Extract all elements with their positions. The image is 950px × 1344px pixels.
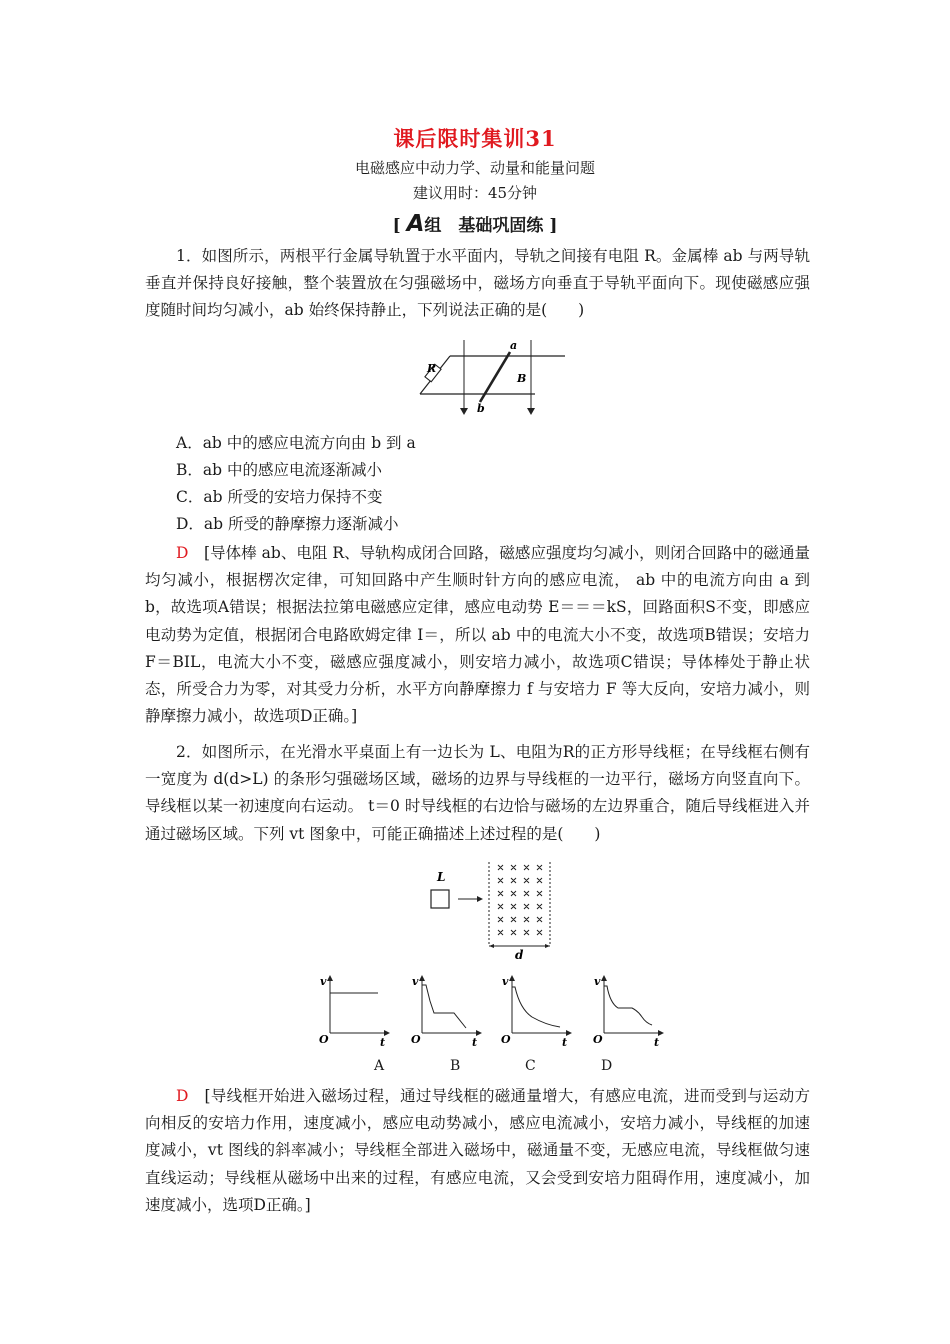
q1-rail-diagram [410,338,575,420]
vt-graph-a [318,973,393,1048]
question-1-text: 1．如图所示，两根平行金属导轨置于水平面内，导轨之间接有电阻 R。金属棒 ab 与两导轨垂直并保持良好接触，整个装置放在匀强磁场中，磁场方向垂直于导轨平面向下。现使磁感应强度随时间均匀减小，ab 始终保持静止，下列说法正确的是( ) [145,247,810,320]
label-L: L [437,870,446,884]
svg-text:t: t [472,1036,478,1048]
vt-graph-c [500,973,575,1048]
magnetic-field-crosses [498,865,542,935]
label-a: a [510,339,518,352]
label-R: R [427,362,437,375]
wire-frame [431,890,449,908]
q2-frame-diagram [425,862,560,962]
q1-answer-explanation: [导体棒 ab、电阻 R、导轨构成闭合回路，磁感应强度均匀减小，则闭合回路中的磁通量均匀减小，根据楞次定律，可知回路中产生顺时针方向的感应电流， ab 中的电流方向由 a 到 b，故选项A错误；根据法拉第电磁感应定律，感应电动势 E＝＝＝kS，回路面积S不变，即感应电动势为定值，根据闭合电路欧姆定律 I＝，所以 ab 中的电流大小不变，故选项B错误；安培力 F＝BIL，电流大小不变，磁感应强度减小，则安培力减小，故选项C错误；导体棒处于静止状态，所受合力为零，对其受力分析，水平方向静摩擦力 f 与安培力 F 等大反向，安培力减小，则静摩擦力减小，故选项D正确。] [145,544,810,726]
label-B: B [517,372,527,385]
svg-text:O: O [319,1033,329,1046]
group-bracket-open: [ [392,216,401,236]
q1-option-b: B．ab 中的感应电流逐渐减小 [176,461,382,479]
svg-text:t: t [654,1036,660,1048]
vt-curve-b [422,985,466,1028]
svg-text:O: O [593,1033,603,1046]
group-bracket-close: ] [549,216,558,236]
svg-text:v: v [502,975,509,988]
page-title: 课后限时集训31 [393,126,557,151]
graph-label-b: B [450,1058,461,1074]
vt-curve-d [604,986,652,1025]
graph-label-c: C [525,1058,536,1074]
label-b: b [477,402,485,415]
graph-label-a: A [374,1058,385,1074]
time-hint: 建议用时：45分钟 [412,184,538,202]
group-heading [0,211,950,237]
svg-text:t: t [380,1036,386,1048]
group-label: 组 基础巩固练 [424,216,544,236]
q1-option-c: C．ab 所受的安培力保持不变 [176,488,383,506]
svg-text:v: v [412,975,419,988]
svg-text:v: v [594,975,601,988]
group-letter: A [406,211,425,237]
q2-answer-letter: D [176,1087,189,1105]
vt-graph-d [592,973,667,1048]
q2-answer-explanation: [导线框开始进入磁场过程，通过导线框的磁通量增大，有感应电流，进而受到与运动方向相反的安培力作用，速度减小，感应电动势减小，感应电流减小，安培力减小，导线框的加速度减小，vt 图线的斜率减小；导线框全部进入磁场中，磁通量不变，无感应电流，导线框做匀速直线运动；导线框从磁场中出来的过程，有感应电流，又会受到安培力阻碍作用，速度减小，加速度减小，选项D正确。] [145,1087,810,1214]
field-arrow-icon [527,408,535,415]
field-arrow-icon [460,408,468,415]
q1-option-a: A．ab 中的感应电流方向由 b 到 a [176,434,416,452]
svg-text:O: O [411,1033,421,1046]
svg-text:v: v [320,975,327,988]
q1-answer [145,540,810,730]
q2-answer [145,1083,810,1219]
svg-text:t: t [562,1036,568,1048]
q1-answer-letter: D [176,544,189,562]
label-d: d [515,948,524,962]
arrow-right-icon [477,896,483,902]
vt-curve-c [512,987,560,1027]
q1-option-d: D．ab 所受的静摩擦力逐渐减小 [176,515,399,533]
vt-graph-b [410,973,485,1048]
svg-text:O: O [501,1033,511,1046]
graph-label-d: D [601,1058,613,1074]
page-subtitle: 电磁感应中动力学、动量和能量问题 [354,159,595,177]
question-2-text: 2．如图所示，在光滑水平桌面上有一边长为 L、电阻为R的正方形导线框；在导线框右侧有一宽度为 d(d>L) 的条形匀强磁场区域，磁场的边界与导线框的一边平行，磁场方向竖直向下。导线框以某一初速度向右运动。 t＝0 时导线框的右边恰与磁场的左边界重合，随后导线框进入并通过磁场区域。下列 vt 图象中，可能正确描述上述过程的是( ) [145,743,810,843]
